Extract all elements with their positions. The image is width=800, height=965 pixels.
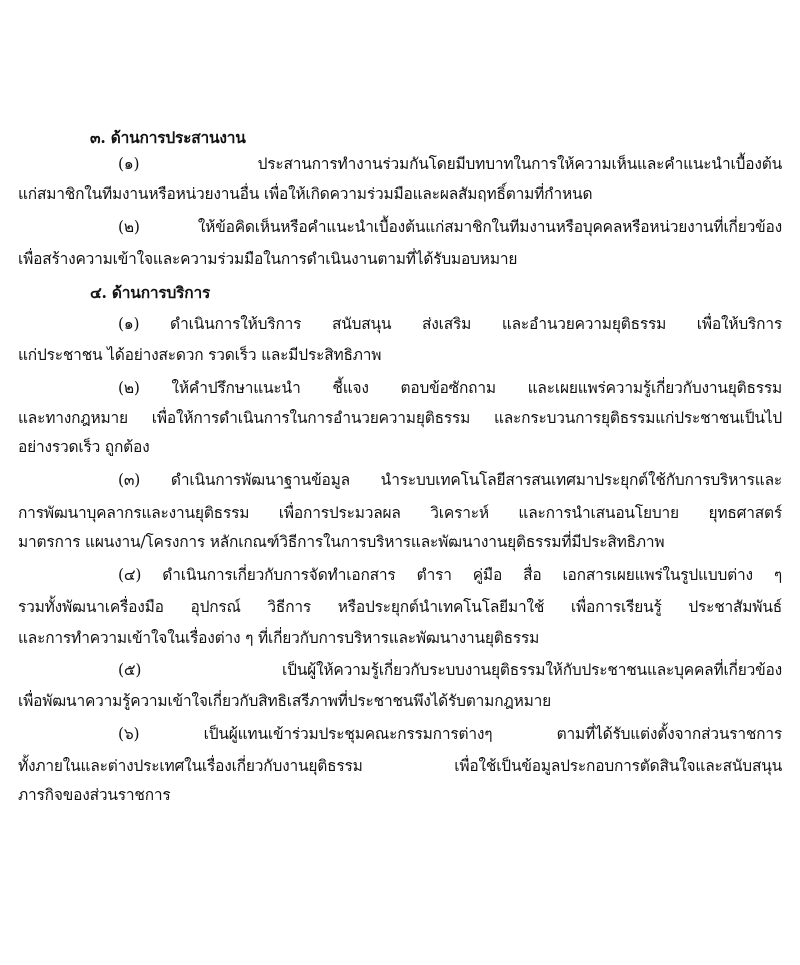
paragraph-line: (๑) ดำเนินการให้บริการ สนับสนุน ส่งเสริม และอำนวยความยุติธรรม เพื่อให้บริการ: [118, 315, 782, 333]
paragraph-line: (๖) เป็นผู้แทนเข้าร่วมประชุมคณะกรรมการต่างๆ ตามที่ได้รับแต่งตั้งจากส่วนราชการ: [118, 725, 782, 743]
section-heading-service: ๔. ด้านการบริการ: [90, 283, 211, 302]
paragraph-line: (๒) ให้ข้อคิดเห็นหรือคำแนะนำเบื้องต้นแก่สมาชิกในทีมงานหรือบุคคลหรือหน่วยงานที่เกี่ยวข้อง: [118, 218, 782, 236]
paragraph-line: เพื่อพัฒนาความรู้ความเข้าใจเกี่ยวกับสิทธิเสรีภาพที่ประชาชนพึงได้รับตามกฎหมาย: [18, 692, 552, 710]
paragraph-line: การพัฒนาบุคลากรและงานยุติธรรม เพื่อการประมวลผล วิเคราะห์ และการนำเสนอนโยบาย ยุทธศาสตร์: [18, 504, 782, 522]
paragraph-line: มาตรการ แผนงาน/โครงการ หลักเกณฑ์วิธีการในการบริหารและพัฒนางานยุติธรรมที่มีประสิทธิภาพ: [18, 533, 665, 551]
paragraph-line: เพื่อสร้างความเข้าใจและความร่วมมือในการดำเนินงานตามที่ได้รับมอบหมาย: [18, 250, 518, 268]
paragraph-line: แก่สมาชิกในทีมงานหรือหน่วยงานอื่น เพื่อให้เกิดความร่วมมือและผลสัมฤทธิ์ตามที่กำหนด: [18, 185, 593, 203]
paragraph-line: และทางกฎหมาย เพื่อให้การดำเนินการในการอำนวยความยุติธรรม และกระบวนการยุติธรรมแก่ประชาชนเป็นไป: [18, 409, 782, 427]
paragraph-line: ภารกิจของส่วนราชการ: [18, 786, 171, 804]
paragraph-line: (๑) ประสานการทำงานร่วมกันโดยมีบทบาทในการให้ความเห็นและคำแนะนำเบื้องต้น: [118, 155, 782, 173]
paragraph-line: ทั้งภายในและต่างประเทศในเรื่องเกี่ยวกับงานยุติธรรม เพื่อใช้เป็นข้อมูลประกอบการตัดสินใจและสนับสนุน: [18, 757, 782, 775]
paragraph-line: และการทำความเข้าใจในเรื่องต่าง ๆ ที่เกี่ยวกับการบริหารและพัฒนางานยุติธรรม: [18, 629, 540, 647]
paragraph-line: (๓) ดำเนินการพัฒนาฐานข้อมูล นำระบบเทคโนโลยีสารสนเทศมาประยุกต์ใช้กับการบริหารและ: [118, 471, 782, 489]
section-heading-coordination: ๓. ด้านการประสานงาน: [90, 128, 246, 147]
paragraph-line: (๒) ให้คำปรึกษาแนะนำ ชี้แจง ตอบข้อซักถาม และเผยแพร่ความรู้เกี่ยวกับงานยุติธรรม: [118, 379, 782, 397]
paragraph-line: รวมทั้งพัฒนาเครื่องมือ อุปกรณ์ วิธีการ หรือประยุกต์นำเทคโนโลยีมาใช้ เพื่อการเรียนรู้ ประชาสัมพันธ์: [18, 598, 782, 616]
paragraph-line: แก่ประชาชน ได้อย่างสะดวก รวดเร็ว และมีประสิทธิภาพ: [18, 346, 382, 364]
paragraph-line: (๔) ดำเนินการเกี่ยวกับการจัดทำเอกสาร ตำรา คู่มือ สื่อ เอกสารเผยแพร่ในรูปแบบต่าง ๆ: [118, 566, 782, 584]
paragraph-line: (๕) เป็นผู้ให้ความรู้เกี่ยวกับระบบงานยุติธรรมให้กับประชาชนและบุคคลที่เกี่ยวข้อง: [118, 661, 782, 679]
paragraph-line: อย่างรวดเร็ว ถูกต้อง: [18, 438, 150, 456]
